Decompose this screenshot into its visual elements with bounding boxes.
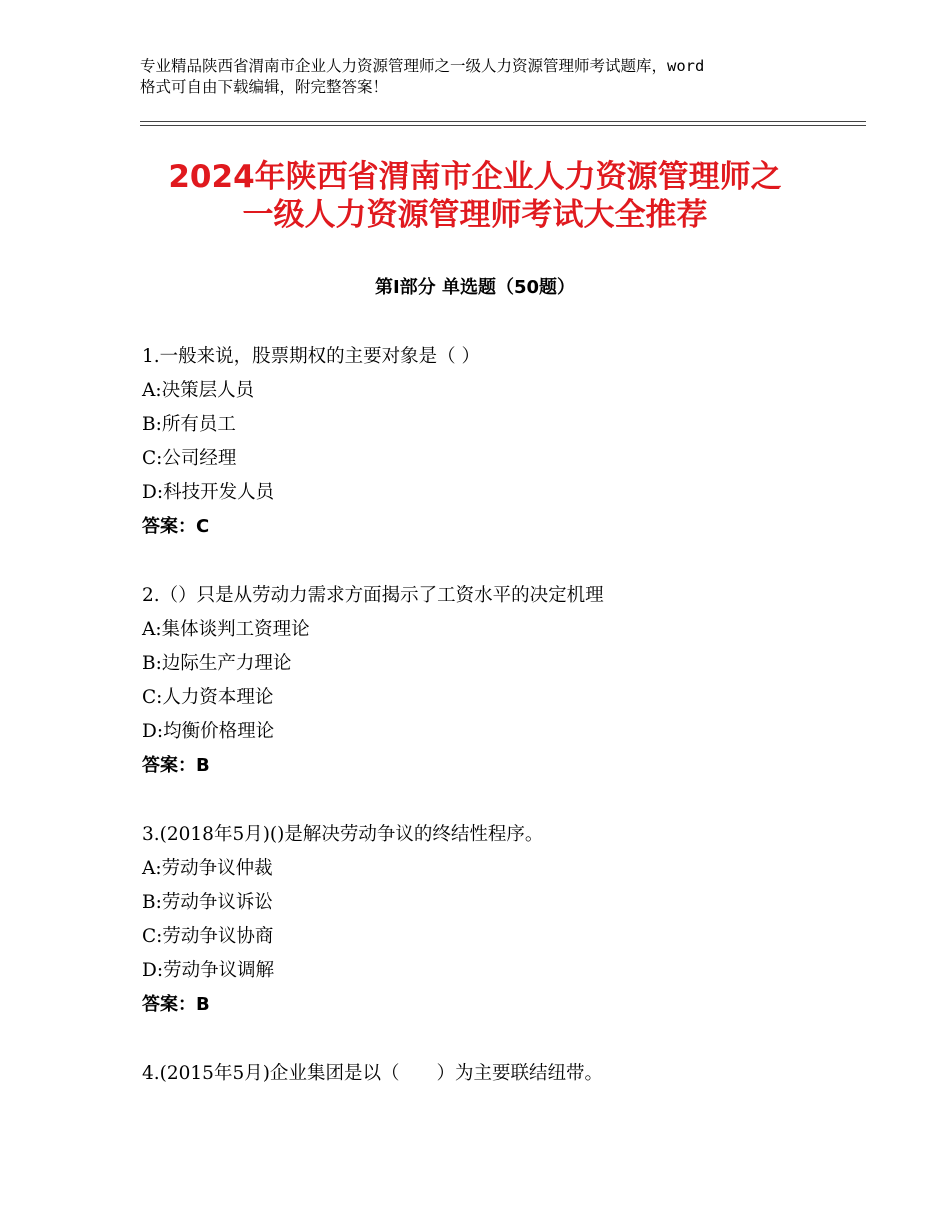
option-b: B:边际生产力理论 xyxy=(142,653,292,674)
question-stem: 2.（）只是从劳动力需求方面揭示了工资水平的决定机理 xyxy=(142,585,604,606)
answer: 答案：B xyxy=(142,755,210,776)
question-3 xyxy=(142,818,842,1022)
question-stem: 3.(2018年5月)()是解决劳动争议的终结性程序。 xyxy=(142,824,544,845)
option-c: C:公司经理 xyxy=(142,448,237,469)
option-c: C:劳动争议协商 xyxy=(142,926,274,947)
question-4 xyxy=(142,1057,842,1091)
question-1 xyxy=(142,340,842,544)
question-2 xyxy=(142,579,842,783)
header-note-line-1: 专业精品陕西省渭南市企业人力资源管理师之一级人力资源管理师考试题库，word xyxy=(140,57,705,75)
header-divider-thick xyxy=(140,121,866,122)
option-b: B:所有员工 xyxy=(142,414,236,435)
question-stem: 4.(2015年5月)企业集团是以（ ）为主要联结纽带。 xyxy=(142,1063,603,1084)
option-d: D:劳动争议调解 xyxy=(142,960,275,981)
document-title-line-1: 2024年陕西省渭南市企业人力资源管理师之 xyxy=(168,159,782,195)
option-b: B:劳动争议诉讼 xyxy=(142,892,273,913)
option-c: C:人力资本理论 xyxy=(142,687,274,708)
section-heading: 第Ⅰ部分 单选题（50题） xyxy=(374,277,575,298)
header-divider-thin xyxy=(140,125,866,126)
document-title-line-2: 一级人力资源管理师考试大全推荐 xyxy=(242,197,708,233)
option-d: D:科技开发人员 xyxy=(142,482,275,503)
option-a: A:劳动争议仲裁 xyxy=(142,858,273,879)
header-note xyxy=(140,56,820,98)
header-note-line-2: 格式可自由下载编辑，附完整答案！ xyxy=(140,78,389,96)
answer: 答案：B xyxy=(142,994,210,1015)
answer: 答案：C xyxy=(142,516,210,537)
option-a: A:集体谈判工资理论 xyxy=(142,619,310,640)
option-a: A:决策层人员 xyxy=(142,380,255,401)
option-d: D:均衡价格理论 xyxy=(142,721,275,742)
document-title xyxy=(100,158,850,234)
question-stem: 1.一般来说，股票期权的主要对象是（ ） xyxy=(142,346,481,367)
